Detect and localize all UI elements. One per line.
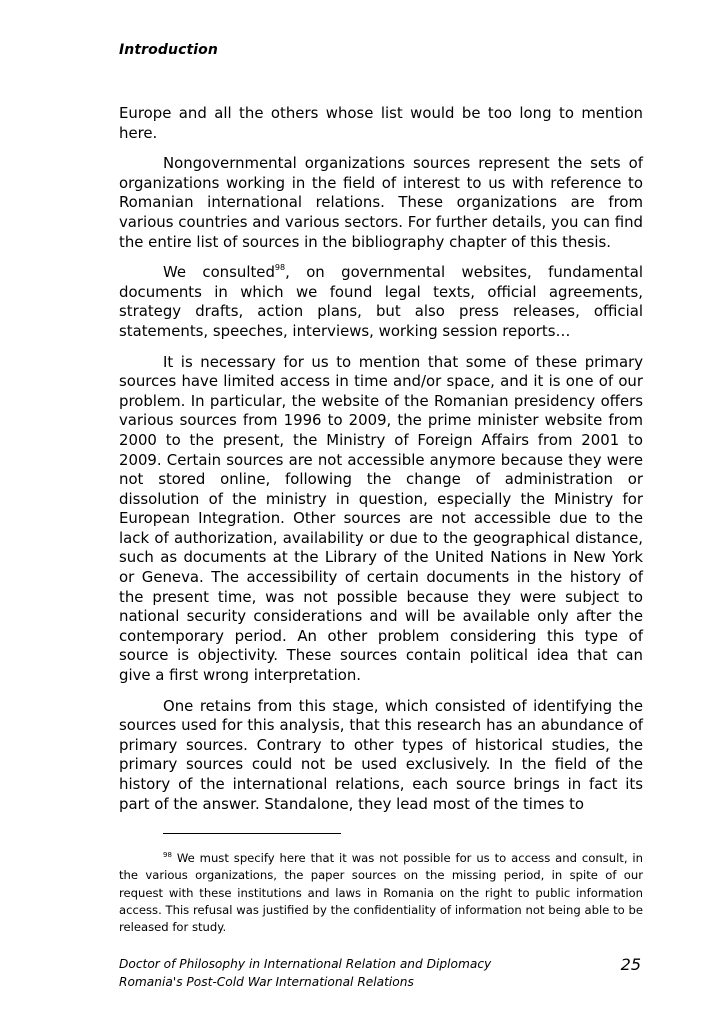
- paragraph-3-start: We consulted: [163, 263, 275, 282]
- footer-thesis-title: Romania's Post-Cold War International Relations: [119, 974, 414, 989]
- page-number: 25: [620, 955, 641, 974]
- footer-degree-line: Doctor of Philosophy in International Relation and Diplomacy: [119, 957, 492, 971]
- paragraph-4: It is necessary for us to mention that some of these primary sources have limited access in time and/or space, and it is one of our problem. In particular, the website of the Romanian presidency offers various sources from 1996 to 2009, the prime minister website from 2000 to the present, the Ministry of Foreign Affairs from 2001 to 2009. Certain sources are not accessible anymore because they were not stored online, following the change of administration or dissolution of the ministry in question, especially the Ministry for European Integration. Other sources are not accessible due to the lack of authorization, availability or due to the geographical distance, such as documents at the Library of the United Nations in New York or Geneva. The accessibility of certain documents in the history of the present time, was not possible because they were subject to national security considerations and will be available only after the contemporary period. An other problem considering this type of source is objectivity. These sources contain political idea that can give a first wrong interpretation.: [119, 352, 643, 685]
- footnote-reference-98[interactable]: 98: [274, 263, 286, 273]
- document-page: [119, 0, 643, 1031]
- footnote-98: [119, 850, 643, 936]
- body-text: [119, 104, 643, 825]
- paragraph-1: Europe and all the others whose list would be too long to mention here.: [119, 104, 643, 142]
- footnote-text: We must specify here that it was not possible for us to access and consult, in the various organizations, the paper sources on the missing period, in spite of our request with these institutions and laws in Romania on the right to public information access. This refusal was justified by the confidentiality of information not being able to be released for study.: [119, 851, 643, 935]
- running-footer: [119, 956, 643, 991]
- paragraph-3: [119, 263, 643, 341]
- footnote-number: 98: [163, 851, 172, 859]
- running-header: Introduction: [119, 42, 218, 58]
- paragraph-5: One retains from this stage, which consisted of identifying the sources used for this analysis, that this research has an abundance of primary sources. Contrary to other types of historical studies, the primary sources could not be used exclusively. In the field of the history of the international relations, each source brings in fact its part of the answer. Standalone, they lead most of the times to: [119, 696, 643, 813]
- paragraph-3-end: , on governmental websites, fundamental documents in which we found legal texts, official agreements, strategy drafts, action plans, but also press releases, official statements, speeches, interviews, working session reports…: [119, 263, 643, 340]
- footnote-separator: [163, 833, 341, 834]
- paragraph-2: Nongovernmental organizations sources represent the sets of organizations working in the field of interest to us with reference to Romanian international relations. These organizations are from various countries and various sectors. For further details, you can find the entire list of sources in the bibliography chapter of this thesis.: [119, 154, 643, 251]
